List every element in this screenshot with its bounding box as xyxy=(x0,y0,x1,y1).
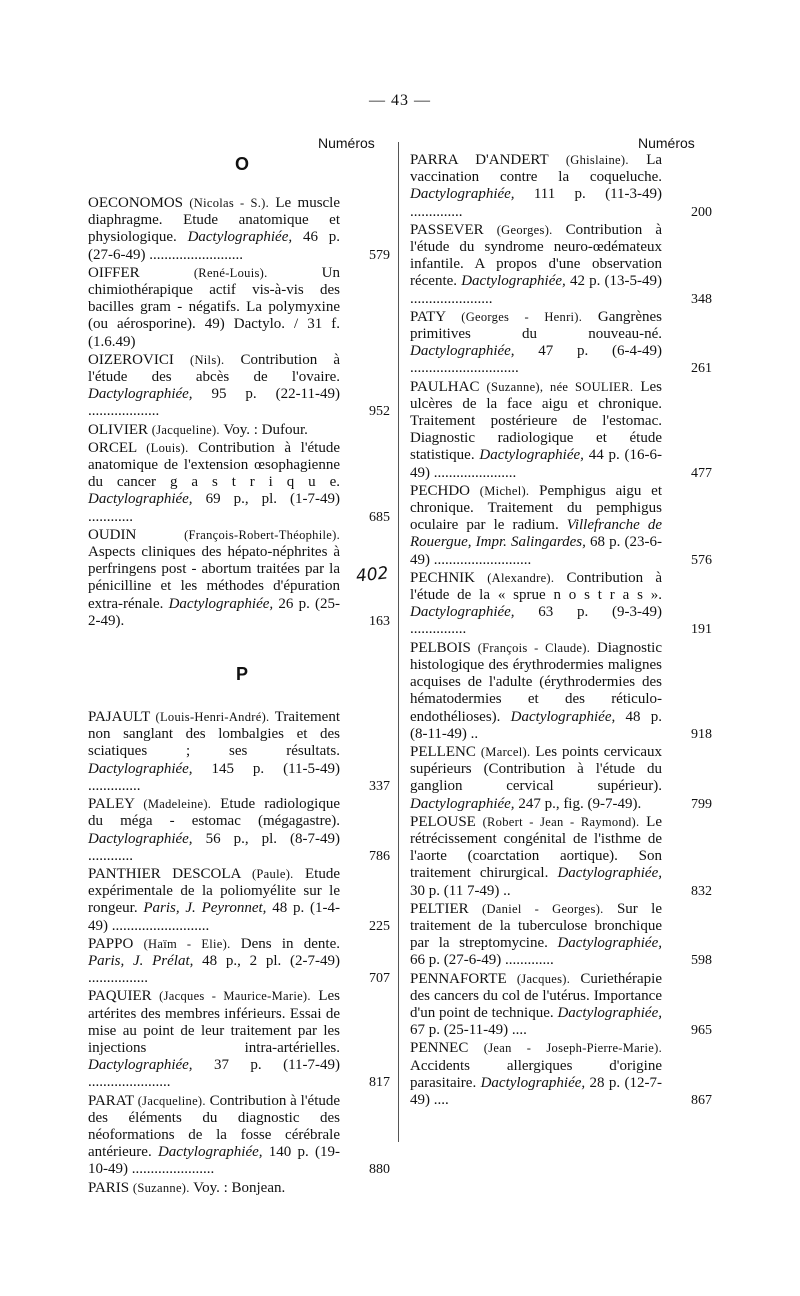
entry-details: 44 p. (16-6-49) ...................... xyxy=(410,447,662,481)
index-entry xyxy=(88,936,390,988)
entry-details: 26 p. (25-2-49). xyxy=(88,595,341,629)
entry-name: PECHDO xyxy=(410,482,471,499)
index-entry xyxy=(410,744,712,813)
entry-title: Les artérites des membres inférieurs. Essai de mise au point de leur traitement par les injections intra-artérielles. xyxy=(88,988,340,1056)
entry-title: Sur le traitement de la tuberculose bronchique par la streptomycine. xyxy=(410,900,663,952)
entry-given-names: (Jean - Joseph-Pierre-Marie). xyxy=(483,1041,663,1056)
entry-details: 56 p., pl. (8-7-49) ............ xyxy=(88,830,340,864)
index-entry xyxy=(410,901,712,970)
entry-given-names: (Suzanne), née SOULIER. xyxy=(486,379,634,394)
entry-number: 786 xyxy=(369,848,390,864)
entries-list-right xyxy=(410,152,712,1109)
entry-details: 48 p., 2 pl. (2-7-49) ................ xyxy=(88,952,341,987)
entry-number: 200 xyxy=(691,204,712,220)
entry-name: PELTIER xyxy=(410,900,469,917)
entry-title: Les ulcères de la face aigu et chronique. Traitement postérieure de l'estomac. Diagnostic radiologique et étude statistique. xyxy=(410,378,663,464)
entry-text xyxy=(410,640,662,743)
index-entry xyxy=(410,483,712,569)
entry-text xyxy=(410,379,662,482)
entry-text xyxy=(88,866,340,935)
entry-text xyxy=(88,527,340,630)
entry-number: 799 xyxy=(691,796,712,812)
entry-given-names: (Madeleine). xyxy=(143,797,212,812)
entry-text xyxy=(88,796,340,865)
page-number: — 43 — xyxy=(369,92,431,109)
entry-title: Les points cervicaux supérieurs (Contribution à l'étude du ganglion cervical supérieur). xyxy=(410,743,663,795)
entry-number: 261 xyxy=(691,361,712,377)
entry-title: Contribution à l'étude des éléments du diagnostic des néoformations de la fosse cérébrale antérieure. xyxy=(88,1092,341,1161)
entry-number: 191 xyxy=(691,622,712,638)
entry-text xyxy=(410,1040,662,1109)
index-entry xyxy=(88,352,390,421)
index-entry xyxy=(410,309,712,378)
entry-given-names: (Jacques - Maurice-Marie). xyxy=(159,989,311,1004)
entry-name: OIFFER xyxy=(88,264,140,281)
entry-given-names: (Louis-Henri-André). xyxy=(155,710,270,725)
index-entry xyxy=(410,971,712,1040)
entry-title: Contribution à l'étude des abcès de l'ovaire. xyxy=(88,351,341,386)
entry-publication: Dactylographiée, xyxy=(88,830,193,847)
entry-title: Un chimiothérapique actif vis-à-vis des bacilles gram - négatifs. La polymyxine (ou aérosporine). xyxy=(88,264,341,333)
entry-title: Contribution à l'étude du syndrome neuro-œdémateux infantile. A propos d'une observation récente. xyxy=(410,221,662,290)
entry-number: 965 xyxy=(691,1023,712,1039)
entry-title: Traitement non sanglant des lombalgies et des sciatiques ; ses résultats. xyxy=(88,709,341,760)
entry-name: PECHNIK xyxy=(410,569,476,586)
handwritten-annotation: 402 xyxy=(355,563,390,587)
entry-details: 28 p. (12-7-49) .... xyxy=(410,1074,663,1108)
index-entry xyxy=(88,1180,390,1197)
entry-text xyxy=(410,971,662,1040)
entry-given-names: (Paule). xyxy=(251,866,294,881)
index-entry xyxy=(410,640,712,743)
entries-list-o xyxy=(88,195,390,630)
entry-number: 477 xyxy=(691,465,712,481)
entry-publication: Dactylographiée, xyxy=(557,935,662,952)
entry-publication: Villefranche de Rouergue, Impr. Salingardes, xyxy=(410,517,663,551)
index-entry xyxy=(88,796,390,865)
entry-text xyxy=(88,1093,340,1179)
entry-given-names: (Jacques). xyxy=(516,971,571,986)
entry-title: Dens in dente. xyxy=(240,935,340,952)
entry-publication: Dactylographiée, xyxy=(88,1057,193,1074)
entry-details: 42 p. (13-5-49) ...................... xyxy=(410,273,663,307)
index-entry xyxy=(88,988,390,1091)
entry-given-names: (Jacqueline). xyxy=(151,422,220,437)
entry-number: 832 xyxy=(691,883,712,899)
entry-number: 918 xyxy=(691,726,712,742)
entry-publication: Dactylographiée, xyxy=(480,1074,586,1091)
entry-title: Voy. : Dufour. xyxy=(223,421,308,438)
entry-title: Contribution à l'étude de la « sprue n o s t r a s ». xyxy=(410,569,663,604)
entry-title: Etude expérimentale de la poliomyélite sur le rongeur. xyxy=(88,865,341,917)
entry-number: 348 xyxy=(691,291,712,307)
entry-details: 47 p. (6-4-49) ............................. xyxy=(410,343,662,377)
index-entry xyxy=(88,1093,390,1179)
index-entry xyxy=(88,709,390,795)
index-entry xyxy=(410,152,712,221)
entry-details: 95 p. (22-11-49) ................... xyxy=(88,386,340,420)
letter-heading-o: O xyxy=(234,154,249,174)
entry-name: PAULHAC xyxy=(410,378,480,395)
entry-number: 952 xyxy=(369,404,390,420)
entry-given-names: (Alexandre). xyxy=(487,570,555,585)
entry-number: 225 xyxy=(369,918,390,934)
entry-given-names: (Nils). xyxy=(189,352,225,367)
entry-title: Gangrènes primitives du nouveau-né. xyxy=(410,308,662,343)
entry-number: 598 xyxy=(691,953,712,969)
entry-name: PARAT xyxy=(88,1092,134,1109)
entry-given-names: (Haïm - Elie). xyxy=(143,936,231,951)
entry-publication: Dactylographiée, xyxy=(410,795,515,812)
entry-details: 69 p., pl. (1-7-49) ............ xyxy=(88,491,340,525)
entry-name: PENNEC xyxy=(410,1040,469,1057)
entry-publication: Dactylographiée, xyxy=(510,708,616,725)
entry-title: Voy. : Bonjean. xyxy=(193,1179,286,1196)
letter-heading-p: P xyxy=(235,664,248,685)
entry-publication: Dactylographiée, xyxy=(557,1004,662,1021)
entry-name: PELOUSE xyxy=(410,813,476,830)
entry-details: 67 p. (25-11-49) .... xyxy=(410,1022,527,1039)
entry-name: PARIS xyxy=(88,1179,130,1196)
entry-text xyxy=(410,901,662,970)
entry-details: 68 p. (23-6-49) .......................... xyxy=(410,534,662,568)
entry-number: 576 xyxy=(691,552,712,568)
index-entry xyxy=(410,222,712,308)
index-entry xyxy=(410,570,712,639)
entry-given-names: (Jacqueline). xyxy=(137,1093,206,1108)
entry-publication: Dactylographiée, xyxy=(88,760,193,777)
entries-list-p xyxy=(88,709,390,1197)
entry-name: PELLENC xyxy=(410,743,476,760)
entry-name: PALEY xyxy=(88,796,135,813)
entry-name: PANTHIER DESCOLA xyxy=(88,865,241,882)
entry-name: OECONOMOS xyxy=(88,195,184,211)
entry-name: OLIVIER xyxy=(88,421,148,438)
entry-details: 111 p. (11-3-49) .............. xyxy=(410,186,663,220)
entry-name: PELBOIS xyxy=(410,639,471,656)
entry-given-names: (René-Louis). xyxy=(193,265,268,280)
left-column xyxy=(88,152,390,1198)
column-divider xyxy=(398,142,399,1142)
entry-number: 707 xyxy=(369,971,390,987)
entry-title: Le muscle diaphragme. Etude anatomique et physiologique. xyxy=(88,195,341,246)
entry-publication: Dactylographiée, xyxy=(88,491,193,508)
index-entry xyxy=(88,866,390,935)
entry-name: ORCEL xyxy=(88,439,137,456)
entry-publication: Dactylographiée, xyxy=(187,229,293,246)
entry-details: 140 p. (19-10-49) ...................... xyxy=(88,1144,341,1178)
entry-title: Accidents allergiques d'origine parasitaire. xyxy=(410,1057,662,1091)
entry-number: 579 xyxy=(369,247,390,263)
entry-text xyxy=(410,570,662,639)
entry-number: 867 xyxy=(691,1092,712,1108)
entry-text xyxy=(88,265,340,351)
entry-name: PAPPO xyxy=(88,935,134,952)
entry-text xyxy=(88,936,340,988)
entry-title: Aspects cliniques des hépato-néphrites à perfringens post - abortum traitées par la pénicilline et les méthodes d'épuration extra-rénale. xyxy=(88,544,340,612)
index-entry xyxy=(410,814,712,900)
index-entry xyxy=(88,422,390,439)
entry-details: 49) Dactylo. / 31 f. (1.6.49) xyxy=(88,316,340,350)
index-entry xyxy=(410,1040,712,1109)
entry-text xyxy=(410,814,662,900)
entry-details: 48 p. (1-4-49) .......................... xyxy=(88,900,340,934)
entry-number: 880 xyxy=(369,1162,390,1178)
entry-text xyxy=(88,352,340,421)
entry-publication: Dactylographiée, xyxy=(410,604,515,621)
index-entry xyxy=(88,195,390,264)
entry-title: La vaccination contre la coqueluche. xyxy=(410,152,663,186)
column-header-right: Numéros xyxy=(638,135,695,151)
entry-publication: Dactylographiée, xyxy=(157,1144,263,1161)
entry-given-names: (Robert - Jean - Raymond). xyxy=(482,814,640,829)
entry-publication: Paris, J. Peyronnet, xyxy=(143,900,267,917)
entry-number: 685 xyxy=(369,509,390,525)
entry-text xyxy=(410,483,662,569)
entry-publication: Dactylographiée, xyxy=(479,447,584,464)
index-entry xyxy=(88,440,390,526)
entry-given-names: (Georges). xyxy=(496,222,553,237)
entry-details: 30 p. (11 7-49) .. xyxy=(410,882,511,899)
entry-text xyxy=(88,195,340,264)
entry-details: 247 p., fig. (9-7-49). xyxy=(518,795,642,812)
entry-title: Contribution à l'étude anatomique de l'extension œsophagienne du cancer g a s t r i q u e. xyxy=(88,439,341,491)
entry-given-names: (Louis). xyxy=(146,440,189,455)
entry-given-names: (Georges - Henri). xyxy=(461,309,583,324)
entry-given-names: (Ghislaine). xyxy=(565,153,629,167)
entry-given-names: (Marcel). xyxy=(480,744,531,759)
entry-publication: Dactylographiée, xyxy=(88,386,193,403)
entry-given-names: (Suzanne). xyxy=(132,1180,190,1195)
entry-text xyxy=(410,309,662,378)
entry-name: PAJAULT xyxy=(88,709,150,726)
entry-name: PARRA D'ANDERT xyxy=(410,152,549,168)
entry-text xyxy=(88,988,340,1091)
entry-text xyxy=(88,1180,340,1197)
entry-text xyxy=(410,222,662,308)
index-entry xyxy=(410,379,712,482)
entry-text xyxy=(88,709,340,795)
index-entry xyxy=(88,265,390,351)
entry-given-names: (François - Claude). xyxy=(477,640,591,655)
entry-given-names: (Daniel - Georges). xyxy=(482,901,604,916)
entry-name: PATY xyxy=(410,308,446,325)
entry-name: PASSEVER xyxy=(410,221,484,238)
entry-title: Etude radiologique du méga - estomac (mégagastre). xyxy=(88,796,341,830)
column-header-left: Numéros xyxy=(318,135,375,151)
entry-title: Le rétrécissement congénital de l'isthme de l'aorte (coarctation aortique). Son traitement chirurgical. xyxy=(410,813,662,882)
entry-name: PAQUIER xyxy=(88,988,152,1005)
entry-name: OIZEROVICI xyxy=(88,351,174,368)
entry-publication: Dactylographiée, xyxy=(410,186,515,203)
entry-given-names: (Michel). xyxy=(479,483,530,498)
entry-details: 66 p. (27-6-49) ............. xyxy=(410,952,554,969)
entry-text xyxy=(88,440,340,526)
entry-details: 48 p. (8-11-49) .. xyxy=(410,708,663,742)
entry-title: Curiethérapie des cancers du col de l'utérus. Importance d'un point de technique. xyxy=(410,970,663,1021)
entry-number: 817 xyxy=(369,1075,390,1091)
entry-publication: Paris, J. Prélat, xyxy=(88,952,194,969)
entry-given-names: (Nicolas - S.). xyxy=(189,196,270,210)
entry-name: OUDIN xyxy=(88,526,137,543)
entry-publication: Dactylographiée, xyxy=(410,343,515,360)
entry-text xyxy=(410,744,662,813)
entry-publication: Dactylographiée, xyxy=(557,865,662,882)
entry-details: 37 p. (11-7-49) ...................... xyxy=(88,1057,340,1091)
entry-title: Diagnostic histologique des érythrodermies malignes acquises de l'adulte (érythrodermies des hématodermies et des réticulo-endothélioses). xyxy=(410,639,663,725)
entry-details: 145 p. (11-5-49) .............. xyxy=(88,760,340,794)
entry-text xyxy=(410,152,662,221)
entry-publication: Dactylographiée, xyxy=(461,273,566,290)
entry-text xyxy=(88,422,340,439)
entry-given-names: (François-Robert-Théophile). xyxy=(184,527,340,542)
right-column xyxy=(410,152,712,1110)
entry-number: 163 xyxy=(369,613,390,629)
entry-number: 337 xyxy=(369,778,390,794)
entry-details: 63 p. (9-3-49) ............... xyxy=(410,604,662,638)
entry-name: PENNAFORTE xyxy=(410,970,507,987)
entry-details: 46 p. (27-6-49) ......................... xyxy=(88,229,340,263)
index-entry xyxy=(88,527,390,630)
entry-publication: Dactylographiée, xyxy=(168,595,274,612)
entry-title: Pemphigus aigu et chronique. Traitement du pemphigus oculaire par le radium. xyxy=(410,482,663,534)
